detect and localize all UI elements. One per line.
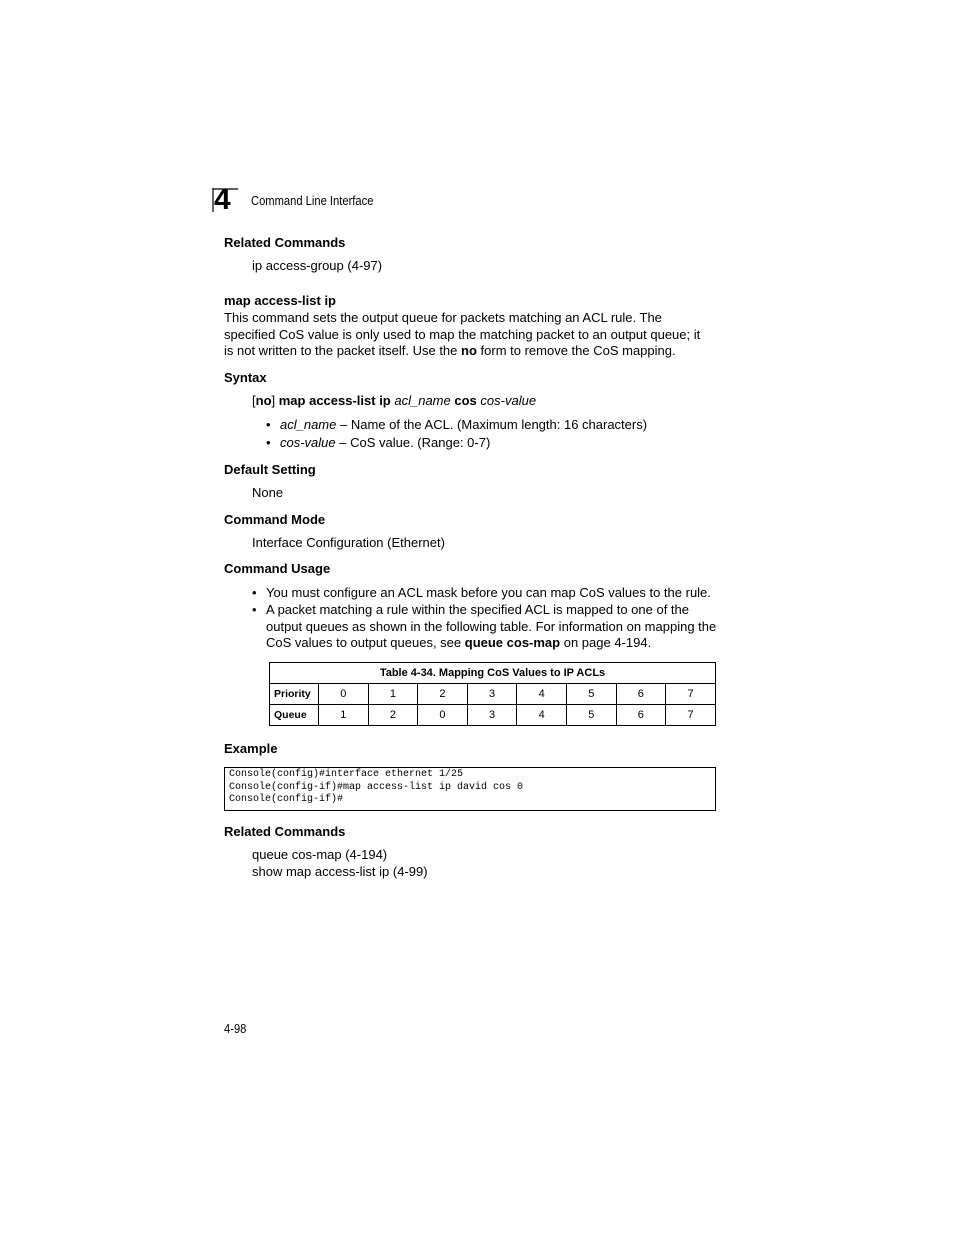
code-line: Console(config)#interface ethernet 1/25 bbox=[229, 769, 464, 780]
related-commands-heading: Related Commands bbox=[224, 235, 346, 250]
syntax-line: [no] map access-list ip acl_name cos cos-value bbox=[252, 393, 537, 408]
table-cell: 7 bbox=[666, 705, 716, 726]
related-command-item: ip access-group (4-97) bbox=[252, 258, 383, 273]
table-cell: 3 bbox=[467, 705, 517, 726]
table-cell: 6 bbox=[616, 684, 666, 705]
table-row bbox=[270, 705, 716, 726]
table-cell: 7 bbox=[666, 684, 716, 705]
code-example bbox=[224, 767, 716, 811]
table-cell: 1 bbox=[368, 684, 418, 705]
table-cell: 1 bbox=[319, 705, 369, 726]
related-commands-heading: Related Commands bbox=[224, 824, 346, 839]
list-item: • You must configure an ACL mask before you can map CoS values to the rule. bbox=[252, 585, 722, 602]
syntax-heading: Syntax bbox=[224, 370, 267, 385]
chapter-number: 4 bbox=[214, 183, 231, 216]
list-item: • A packet matching a rule within the specified ACL is mapped to one of the output queues as shown in the following table. For information on mapping the CoS values to output queues, see queue cos-map on page 4-194. bbox=[252, 602, 722, 652]
table-cell: 2 bbox=[368, 705, 418, 726]
example-heading: Example bbox=[224, 741, 278, 756]
table-cell: 4 bbox=[517, 705, 567, 726]
command-name: map access-list ip bbox=[224, 293, 336, 308]
chapter-title: Command Line Interface bbox=[251, 193, 374, 208]
table-cell: 5 bbox=[566, 684, 616, 705]
related-command-item: show map access-list ip (4-99) bbox=[252, 864, 428, 879]
command-description: This command sets the output queue for packets matching an ACL rule. The specified CoS value is only used to map the matching packet to an output queue; it is not written to the packet itself. Use the no form to remove the CoS mapping. bbox=[224, 310, 701, 358]
table-row bbox=[270, 684, 716, 705]
command-usage-list bbox=[252, 585, 722, 652]
page-number: 4-98 bbox=[224, 1021, 247, 1036]
cos-mapping-table bbox=[269, 662, 716, 726]
command-mode-heading: Command Mode bbox=[224, 512, 326, 527]
code-line: Console(config-if)#map access-list ip david cos 0 bbox=[229, 781, 524, 793]
table-cell: 2 bbox=[418, 684, 468, 705]
table-cell: 3 bbox=[467, 684, 517, 705]
table-cell: 0 bbox=[418, 705, 468, 726]
table-caption-row bbox=[270, 663, 716, 684]
row-header: Queue bbox=[270, 705, 319, 726]
row-header: Priority bbox=[270, 684, 319, 705]
table-cell: 0 bbox=[319, 684, 369, 705]
default-setting-value: None bbox=[252, 485, 284, 500]
table-cell: 6 bbox=[616, 705, 666, 726]
related-command-item: queue cos-map (4-194) bbox=[252, 847, 388, 862]
list-item: • acl_name – Name of the ACL. (Maximum length: 16 characters) bbox=[266, 417, 706, 434]
table-cell: 4 bbox=[517, 684, 567, 705]
command-usage-heading: Command Usage bbox=[224, 561, 331, 576]
default-setting-heading: Default Setting bbox=[224, 462, 316, 477]
list-item: • cos-value – CoS value. (Range: 0-7) bbox=[266, 435, 706, 452]
syntax-params bbox=[266, 417, 706, 451]
table-cell: 5 bbox=[566, 705, 616, 726]
code-line: Console(config-if)# bbox=[229, 794, 344, 805]
command-mode-value: Interface Configuration (Ethernet) bbox=[252, 535, 445, 550]
table-caption: Table 4-34. Mapping CoS Values to IP ACLs bbox=[270, 663, 716, 684]
